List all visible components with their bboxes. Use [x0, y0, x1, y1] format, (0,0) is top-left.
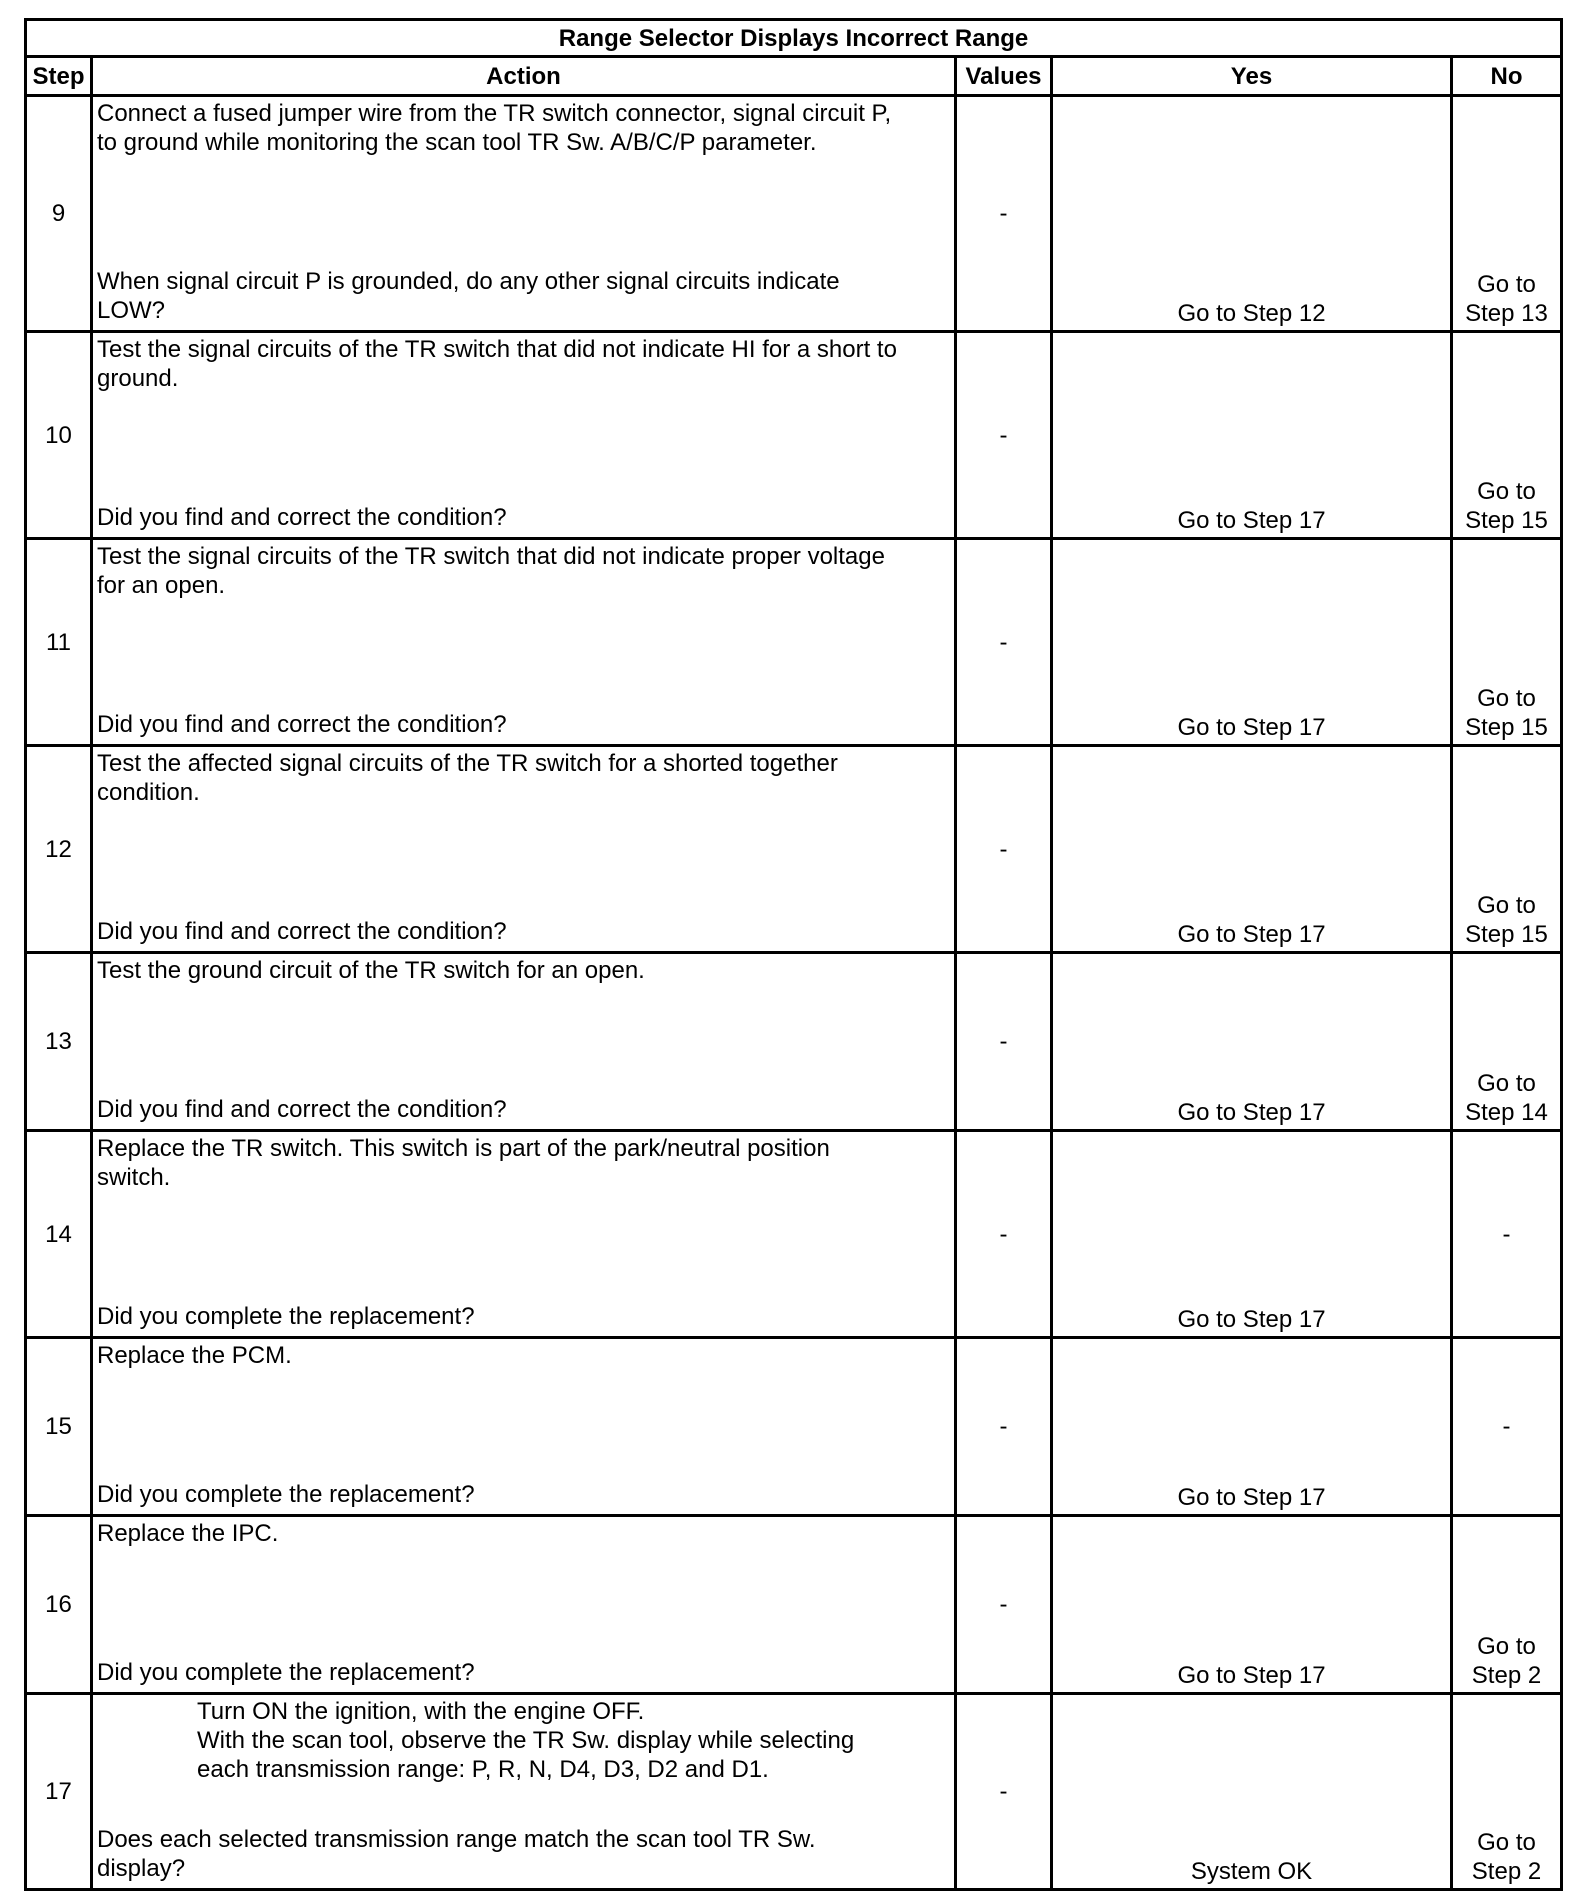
yes-cell [1052, 96, 1452, 332]
action-content [97, 1339, 950, 1511]
table-row [26, 1131, 1562, 1338]
yes-link[interactable]: Go to Step 12 [1177, 300, 1326, 327]
yes-cell [1052, 1338, 1452, 1516]
values-cell: - [956, 96, 1052, 332]
yes-cell [1052, 539, 1452, 746]
header-yes: Yes [1052, 57, 1452, 96]
no-cell [1452, 1694, 1562, 1890]
action-instruction: Replace the IPC. [97, 1520, 279, 1547]
table-row [26, 1516, 1562, 1694]
yes-result: System OK [1190, 1858, 1313, 1885]
action-cell [92, 746, 956, 953]
yes-link[interactable]: Go to Step 17 [1177, 1306, 1326, 1333]
no-link[interactable]: Go to Step 2 [1471, 1829, 1542, 1885]
action-content [97, 954, 950, 1126]
no-link[interactable]: Go to Step 2 [1471, 1633, 1542, 1689]
action-instruction: Test the signal circuits of the TR switch that did not indicate HI for a short to ground. [97, 336, 897, 392]
action-cell [92, 1338, 956, 1516]
action-cell [92, 1131, 956, 1338]
no-link[interactable]: Go to Step 13 [1465, 271, 1548, 327]
values-cell: - [956, 1131, 1052, 1338]
action-cell [92, 96, 956, 332]
step-number: 14 [26, 1131, 92, 1338]
values-cell: - [956, 1694, 1052, 1890]
step-number: 17 [26, 1694, 92, 1890]
action-instruction: Test the affected signal circuits of the TR switch for a shorted together condition. [97, 750, 838, 806]
step-number: 11 [26, 539, 92, 746]
action-content [97, 540, 950, 741]
action-question: Did you complete the replacement? [97, 1481, 475, 1508]
table-row [26, 539, 1562, 746]
header-no: No [1452, 57, 1562, 96]
no-cell: - [1452, 1338, 1562, 1516]
values-cell: - [956, 332, 1052, 539]
table-row [26, 953, 1562, 1131]
table-row [26, 1694, 1562, 1890]
no-link[interactable]: Go to Step 14 [1465, 1070, 1548, 1126]
action-content [97, 1695, 950, 1885]
yes-link[interactable]: Go to Step 17 [1177, 507, 1326, 534]
table-row [26, 96, 1562, 332]
action-content [97, 97, 950, 327]
no-cell [1452, 332, 1562, 539]
yes-link[interactable]: Go to Step 17 [1177, 714, 1326, 741]
yes-cell [1052, 1516, 1452, 1694]
header-values: Values [956, 57, 1052, 96]
values-cell: - [956, 1338, 1052, 1516]
step-number: 12 [26, 746, 92, 953]
title-row [26, 20, 1562, 57]
procedure-table [24, 18, 1563, 1891]
step-number: 9 [26, 96, 92, 332]
values-cell: - [956, 746, 1052, 953]
step-number: 15 [26, 1338, 92, 1516]
table-title: Range Selector Displays Incorrect Range [26, 20, 1562, 57]
header-action: Action [92, 57, 956, 96]
action-question: Did you find and correct the condition? [97, 1096, 507, 1123]
yes-cell [1052, 746, 1452, 953]
no-cell [1452, 96, 1562, 332]
action-content [97, 1517, 950, 1689]
action-instruction: Turn ON the ignition, with the engine OFF. With the scan tool, observe the TR Sw. display while selecting each transmission range: P, R, N, D4, D3, D2 and D1. [197, 1698, 855, 1783]
table-row [26, 746, 1562, 953]
table-row [26, 332, 1562, 539]
step-number: 10 [26, 332, 92, 539]
yes-link[interactable]: Go to Step 17 [1177, 1484, 1326, 1511]
yes-cell [1052, 332, 1452, 539]
step-number: 13 [26, 953, 92, 1131]
action-question: Does each selected transmission range match the scan tool TR Sw. display? [97, 1826, 816, 1882]
action-cell [92, 539, 956, 746]
action-content [97, 1132, 950, 1333]
no-cell [1452, 746, 1562, 953]
header-step: Step [26, 57, 92, 96]
action-instruction: Connect a fused jumper wire from the TR switch connector, signal circuit P, to ground while monitoring the scan tool TR Sw. A/B/C/P parameter. [97, 100, 892, 156]
action-instruction: Test the ground circuit of the TR switch for an open. [97, 957, 645, 984]
action-question: Did you complete the replacement? [97, 1659, 475, 1686]
action-cell [92, 332, 956, 539]
action-question: Did you find and correct the condition? [97, 711, 507, 738]
values-cell: - [956, 539, 1052, 746]
no-cell: - [1452, 1131, 1562, 1338]
action-instruction: Replace the TR switch. This switch is part of the park/neutral position switch. [97, 1135, 830, 1191]
action-question: Did you find and correct the condition? [97, 504, 507, 531]
yes-link[interactable]: Go to Step 17 [1177, 921, 1326, 948]
yes-link[interactable]: Go to Step 17 [1177, 1099, 1326, 1126]
action-question: When signal circuit P is grounded, do any other signal circuits indicate LOW? [97, 268, 840, 324]
step-number: 16 [26, 1516, 92, 1694]
action-question: Did you complete the replacement? [97, 1303, 475, 1330]
no-cell [1452, 539, 1562, 746]
no-link[interactable]: Go to Step 15 [1465, 685, 1548, 741]
action-instruction: Test the signal circuits of the TR switch that did not indicate proper voltage for an open. [97, 543, 885, 599]
action-cell [92, 1516, 956, 1694]
header-row [26, 57, 1562, 96]
action-question: Did you find and correct the condition? [97, 918, 507, 945]
no-cell [1452, 953, 1562, 1131]
table-row [26, 1338, 1562, 1516]
action-cell [92, 1694, 956, 1890]
action-content [97, 333, 950, 534]
no-link[interactable]: Go to Step 15 [1465, 892, 1548, 948]
action-instruction: Replace the PCM. [97, 1342, 292, 1369]
yes-cell [1052, 953, 1452, 1131]
yes-cell [1052, 1694, 1452, 1890]
action-content [97, 747, 950, 948]
yes-cell [1052, 1131, 1452, 1338]
no-link[interactable]: Go to Step 15 [1465, 478, 1548, 534]
yes-link[interactable]: Go to Step 17 [1177, 1662, 1326, 1689]
action-cell [92, 953, 956, 1131]
values-cell: - [956, 1516, 1052, 1694]
no-cell [1452, 1516, 1562, 1694]
values-cell: - [956, 953, 1052, 1131]
